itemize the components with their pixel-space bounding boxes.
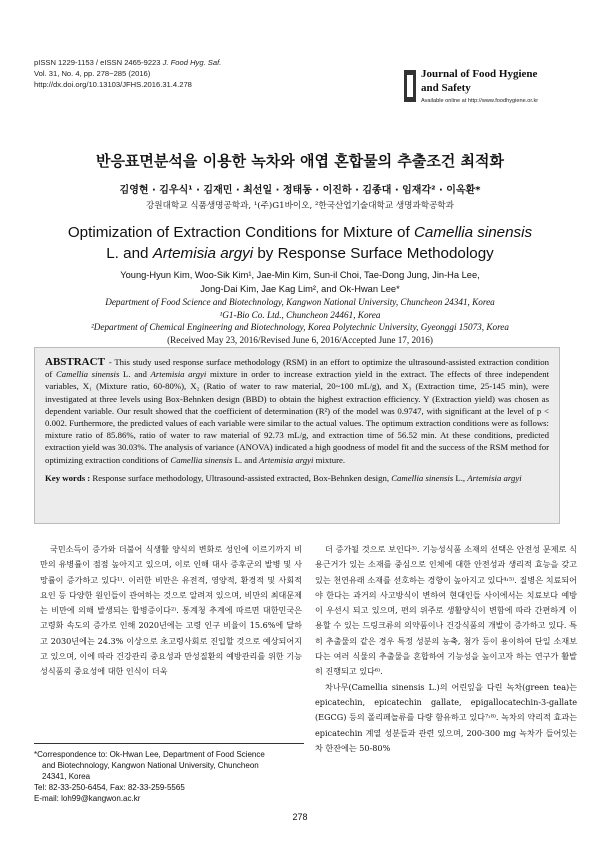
body-paragraph: 더 증가될 것으로 보인다³⁾. 기능성식품 소재의 선택은 안전성 문제로 식용근거가 있는 소재를 중심으로 인체에 대한 안전성과 생리적 효능을 갖고 있는 천연유래 소재를 선호하는 경향이 높아지고 있다⁴˒⁵⁾. 질병은 치료되어야 한다는 과거의 사고방식이 변하여 현대인들 사이에서는 치료보다 예방이 우선시 되고 있으며, 편의 위주로 생활양식이 변함에 따라 간편하게 이용할 수 있는 드링크류의 의약품이나 건강식품의 개발이 증가하고 있다. 특히 추출물의 같은 경우 특정 성분의 농축, 첨가 등이 용이하여 단일 소재보다는 여러 식물의 추출물을 혼합하여 기능성을 높이고자 하는 연구가 활발히 진행되고 있다⁶⁾.	[315, 544, 577, 677]
journal-name-line1: Journal of Food Hygiene	[421, 68, 538, 80]
keywords-label: Key words :	[45, 472, 91, 483]
abstract-span: - This study used response surface methodology (RSM) in an effort to optimize the ultrasound-assisted extraction condition of	[45, 357, 549, 380]
affiliations-english	[30, 296, 570, 346]
affiliation-2: ¹G1-Bio Co. Ltd., Chuncheon 24461, Korea	[219, 309, 381, 320]
authors-en-line2: Jong-Dai Kim, Jae Kag Lim², and Ok-Hwan Lee*	[200, 284, 400, 294]
page-title-korean: 반응표면분석을 이용한 녹차와 애엽 혼합물의 추출조건 최적화	[95, 152, 505, 170]
abstract-span: L. and	[119, 369, 151, 380]
title-en-species: Artemisia argyi	[152, 245, 254, 262]
footnote-line: 24341, Korea	[42, 772, 91, 781]
issn-line: pISSN 1229-1153 / eISSN 2465-9223	[34, 58, 161, 67]
abstract-label: ABSTRACT	[45, 356, 105, 368]
title-en-text: Optimization of Extraction Conditions for Mixture of	[67, 224, 414, 241]
journal-citation-header	[34, 57, 221, 90]
title-en-text: by Response Surface Methodology	[253, 245, 494, 262]
affiliation-3: ²Department of Chemical Engineering and Biotechnology, Korea Polytechnic University, Gyeonggi 15073, Korea	[91, 322, 509, 333]
body-paragraph: 국민소득이 증가와 더불어 식생활 양식의 변화로 성인에 이르기까지 비만의 유병률이 점점 높아지고 있으며, 이로 인해 대사 증후군의 발병 및 사망률이 증가하고 있다¹⁾. 이러한 비만은 유전적, 영양적, 환경적 및 사회적 요인 등 다양한 원인들이 관여하는 것으로 알려져 있으며, 비만의 최대문제는 비만에 의해 발생되는 합병증이다²⁾. 통계청 추계에 따르면 대한민국은 고령화 속도의 증가로 인해 2020년에는 고령 인구 비율이 15.6%에 달하고 2030년에는 24.3% 이상으로 초고령사회로 진입할 것으로 예상되어지고 있으며, 이에 따라 건강관리 중요성과 만성질환의 예방관리를 위한 기능성식품의 중요성에 대한 인식이 더욱	[40, 544, 302, 677]
journal-logo-icon	[404, 70, 416, 102]
footnote-divider	[34, 743, 304, 744]
journal-name-line2: and Safety	[421, 82, 471, 94]
authors-english	[60, 268, 540, 296]
abstract-species: Artemisia argyi	[150, 369, 207, 380]
abstract-box	[34, 347, 560, 524]
keywords-species: Camellia sinensis	[391, 472, 454, 483]
title-en-text: L. and	[106, 245, 153, 262]
doi-link[interactable]: http://dx.doi.org/10.13103/JFHS.2016.31.4.278	[34, 80, 192, 89]
correspondence-footnote	[34, 749, 306, 804]
affiliation-1: Department of Food Science and Biotechnology, Kangwon National University, Chuncheon 24341, Korea	[105, 297, 495, 307]
journal-abbrev: J. Food Hyg. Saf.	[162, 58, 222, 67]
keywords-species: Artemisia argyi	[467, 472, 522, 483]
footnote-line: Tel: 82-33-250-6454, Fax: 82-33-259-5565	[34, 783, 185, 792]
abstract-span: L. and	[232, 454, 260, 465]
body-column-left	[40, 542, 302, 680]
footnote-line: *Correspondence to: Ok-Hwan Lee, Department of Food Science	[34, 750, 265, 759]
body-column-right	[315, 542, 577, 756]
journal-url[interactable]: Available online at http://www.foodhygiene.or.kr	[421, 98, 539, 104]
title-en-species: Camellia sinensis	[413, 224, 533, 241]
received-dates: (Received May 23, 2016/Revised June 6, 2016/Accepted June 17, 2016)	[167, 334, 433, 345]
volume-line: Vol. 31, No. 4, pp. 278~285 (2016)	[34, 69, 151, 78]
journal-name	[421, 67, 537, 95]
abstract-text	[45, 356, 549, 466]
body-paragraph: 차나무(Camellia sinensis L.)의 어린잎을 다린 녹차(green tea)는 epicatechin, epicatechin gallate, epigallocatechin-3-gallate (EGCG) 등의 폴리페놀류를 다량 함유하고 있다⁷˒⁸⁾. 녹차의 약리적 효과는 epicatechin 계열 성분들과 관련 있으며, 200-300 mg 녹차가 들어있는 차 한잔에는 50-80%	[315, 681, 577, 753]
page-title-english	[40, 222, 560, 264]
footnote-line: and Biotechnology, Kangwon National University, Chuncheon	[42, 761, 259, 770]
keywords-span: L.,	[453, 472, 468, 483]
authors-en-line1: Young-Hyun Kim, Woo-Sik Kim¹, Jae-Min Kim, Sun-il Choi, Tae-Dong Jung, Jin-Ha Lee,	[120, 270, 480, 280]
page-number: 278	[292, 812, 308, 822]
abstract-span: mixture in order to increase extraction yield in the extract. The effects of three independent variables, X₁ (Mixture ratio, 60-80%), X₂ (Ratio of water to raw material, 20~100 mL/g), and X₃ (Extraction time, 25-145 min), were investigated at three levels using Box-Behnken design (BBD) to obtain the highest extraction efficiency. Y (Extraction yield) was chosen as dependent variable. Our result showed that the coefficient of determination (R²) of the model was 0.9747, with significant at the level of p < 0.002. Furthermore, the predicted values of each variable were similar to the actual values. The optimum extraction conditions were as follows: mixture ratio of 85.86%, ratio of water to raw material of 92.73 mL/g, and extraction time of 56.52 min. At these conditions, predicted extraction yield was 30.03%. The analysis of variance (ANOVA) indicated a high goodness of model fit and the success of the RSM method for optimizing extraction conditions of	[45, 369, 550, 465]
affiliations-korean: 강원대학교 식품생명공학과, ¹(주)G1바이오, ²한국산업기술대학교 생명과학공학과	[146, 201, 454, 211]
abstract-span: mixture.	[313, 454, 346, 465]
keywords-span: Response surface methodology, Ultrasound-assisted extracted, Box-Behnken design,	[90, 472, 392, 483]
abstract-species: Artemisia argyi	[259, 454, 314, 465]
abstract-species: Camellia sinensis	[55, 369, 120, 380]
footnote-email[interactable]: E-mail: loh99@kangwon.ac.kr	[34, 794, 141, 803]
abstract-species: Camellia sinensis	[170, 454, 233, 465]
authors-korean: 김영현 · 김우식¹ · 김재민 · 최선일 · 정태동 · 이진하 · 김종대 · 임재각² · 이옥환*	[119, 185, 481, 196]
keywords	[45, 472, 549, 484]
